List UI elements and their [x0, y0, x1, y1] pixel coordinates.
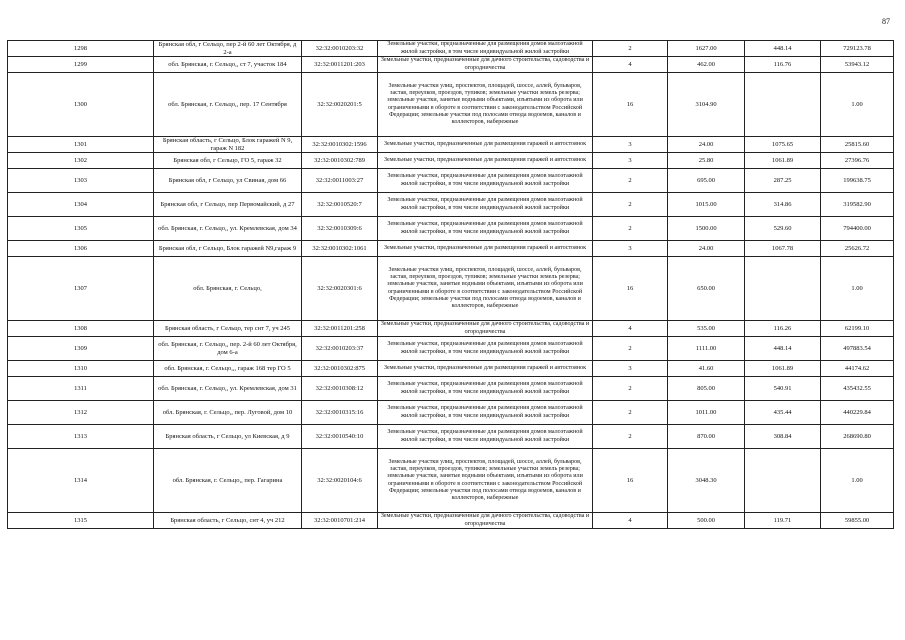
- specific-value-cell: 1061.89: [745, 361, 821, 377]
- row-number-cell: 1309: [8, 337, 154, 361]
- land-use-description-cell: Земельные участки, предназначенные для размещения гаражей и автостоянок: [378, 137, 593, 153]
- cadastral-number-cell: 32:32:0010302:875: [302, 361, 378, 377]
- land-use-group-cell: 16: [593, 449, 668, 513]
- table-row: [8, 41, 894, 57]
- address-cell: обл. Брянская, г. Сельцо,: [154, 257, 302, 321]
- specific-value-cell: 119.71: [745, 513, 821, 529]
- cadastral-value-cell: 199638.75: [821, 169, 894, 193]
- address-cell: Брянская обл, г Сельцо, пер 2-й 60 лет Октября, д 2-а: [154, 41, 302, 57]
- table-row: [8, 153, 894, 169]
- row-number-cell: 1312: [8, 401, 154, 425]
- row-number-cell: 1301: [8, 137, 154, 153]
- row-number-cell: 1314: [8, 449, 154, 513]
- table-row: [8, 57, 894, 73]
- cadastral-number-cell: 32:32:0010540:10: [302, 425, 378, 449]
- land-use-description-cell: Земельные участки, предназначенные для дачного строительства, садоводства и огородничества: [378, 321, 593, 337]
- land-use-description-cell: Земельные участки, предназначенные для размещения гаражей и автостоянок: [378, 153, 593, 169]
- table-row: [8, 217, 894, 241]
- area-cell: 500.00: [668, 513, 745, 529]
- area-cell: 870.00: [668, 425, 745, 449]
- table-row: [8, 321, 894, 337]
- specific-value-cell: 529.60: [745, 217, 821, 241]
- area-cell: 1011.00: [668, 401, 745, 425]
- address-cell: обл. Брянская, г. Сельцо,, пер. Луговой, дом 10: [154, 401, 302, 425]
- area-cell: 1500.00: [668, 217, 745, 241]
- land-use-description-cell: Земельные участки, предназначенные для размещения домов малоэтажной жилой застройки, в том числе индивидуальной жилой застройки: [378, 193, 593, 217]
- row-number-cell: 1303: [8, 169, 154, 193]
- row-number-cell: 1298: [8, 41, 154, 57]
- area-cell: 535.00: [668, 321, 745, 337]
- address-cell: Брянская обл, г Сельцо, ГО 5, гараж 32: [154, 153, 302, 169]
- area-cell: 1627.00: [668, 41, 745, 57]
- land-use-description-cell: Земельные участки улиц, проспектов, площадей, шоссе, аллей, бульваров, застав, переулков, проездов, тупиков; земельные участки земель резерва; земельные участки, занятые водными объектами, изъятыми из оборота или ограниченными в обороте в соответствии с законодательством Российской Федерации; земельные участки под полосами отвода водоемов, каналов и коллекторов, набережные: [378, 449, 593, 513]
- specific-value-cell: 540.91: [745, 377, 821, 401]
- specific-value-cell: 448.14: [745, 41, 821, 57]
- specific-value-cell: 448.14: [745, 337, 821, 361]
- cadastral-value-cell: 440229.84: [821, 401, 894, 425]
- row-number-cell: 1305: [8, 217, 154, 241]
- specific-value-cell: [745, 73, 821, 137]
- area-cell: 695.00: [668, 169, 745, 193]
- address-cell: обл. Брянская, г. Сельцо,, пер. 2-й 60 лет Октября, дом 6-а: [154, 337, 302, 361]
- land-use-group-cell: 4: [593, 57, 668, 73]
- table-row: [8, 193, 894, 217]
- specific-value-cell: 314.86: [745, 193, 821, 217]
- specific-value-cell: [745, 449, 821, 513]
- land-use-description-cell: Земельные участки, предназначенные для размещения гаражей и автостоянок: [378, 241, 593, 257]
- address-cell: Брянская область, г Сельцо, ул Киевская, д 9: [154, 425, 302, 449]
- cadastral-number-cell: 32:32:0010302:1596: [302, 137, 378, 153]
- address-cell: обл. Брянская, г. Сельцо,, пер. 17 Сентября: [154, 73, 302, 137]
- land-use-group-cell: 2: [593, 337, 668, 361]
- cadastral-number-cell: 32:32:0010701:214: [302, 513, 378, 529]
- table-row: [8, 137, 894, 153]
- land-use-description-cell: Земельные участки, предназначенные для дачного строительства, садоводства и огородничества: [378, 513, 593, 529]
- cadastral-value-cell: 1.00: [821, 257, 894, 321]
- cadastral-value-table: [7, 40, 894, 529]
- specific-value-cell: 1067.78: [745, 241, 821, 257]
- table-row: [8, 361, 894, 377]
- cadastral-value-cell: 1.00: [821, 449, 894, 513]
- table-row: [8, 377, 894, 401]
- table-row: [8, 449, 894, 513]
- area-cell: 805.00: [668, 377, 745, 401]
- land-use-description-cell: Земельные участки, предназначенные для дачного строительства, садоводства и огородничества: [378, 57, 593, 73]
- row-number-cell: 1304: [8, 193, 154, 217]
- cadastral-number-cell: 32:32:0010203:32: [302, 41, 378, 57]
- table-row: [8, 513, 894, 529]
- page-number: 87: [882, 17, 890, 26]
- land-use-group-cell: 4: [593, 321, 668, 337]
- cadastral-number-cell: 32:32:0010302:789: [302, 153, 378, 169]
- row-number-cell: 1300: [8, 73, 154, 137]
- cadastral-value-cell: 25815.60: [821, 137, 894, 153]
- row-number-cell: 1308: [8, 321, 154, 337]
- area-cell: 1015.00: [668, 193, 745, 217]
- row-number-cell: 1311: [8, 377, 154, 401]
- specific-value-cell: 435.44: [745, 401, 821, 425]
- cadastral-value-cell: 729123.78: [821, 41, 894, 57]
- land-use-group-cell: 4: [593, 513, 668, 529]
- specific-value-cell: 308.84: [745, 425, 821, 449]
- table-body: [8, 41, 894, 529]
- cadastral-value-cell: 435432.55: [821, 377, 894, 401]
- cadastral-value-cell: 53943.12: [821, 57, 894, 73]
- address-cell: Брянская обл, г Сельцо, пер Первомайский, д 27: [154, 193, 302, 217]
- area-cell: 3104.90: [668, 73, 745, 137]
- address-cell: Брянская область, г Сельцо, тер снт 7, уч 245: [154, 321, 302, 337]
- cadastral-value-cell: 268690.80: [821, 425, 894, 449]
- land-use-description-cell: Земельные участки, предназначенные для размещения домов малоэтажной жилой застройки, в том числе индивидуальной жилой застройки: [378, 337, 593, 361]
- land-use-description-cell: Земельные участки, предназначенные для размещения домов малоэтажной жилой застройки, в том числе индивидуальной жилой застройки: [378, 377, 593, 401]
- land-use-description-cell: Земельные участки, предназначенные для размещения гаражей и автостоянок: [378, 361, 593, 377]
- row-number-cell: 1310: [8, 361, 154, 377]
- table-row: [8, 337, 894, 361]
- specific-value-cell: 287.25: [745, 169, 821, 193]
- land-use-group-cell: 16: [593, 73, 668, 137]
- area-cell: 24.00: [668, 241, 745, 257]
- land-use-group-cell: 3: [593, 137, 668, 153]
- cadastral-number-cell: 32:32:0010203:37: [302, 337, 378, 361]
- row-number-cell: 1306: [8, 241, 154, 257]
- area-cell: 25.80: [668, 153, 745, 169]
- cadastral-value-cell: 25626.72: [821, 241, 894, 257]
- land-use-description-cell: Земельные участки, предназначенные для размещения домов малоэтажной жилой застройки, в том числе индивидуальной жилой застройки: [378, 41, 593, 57]
- cadastral-value-cell: 27396.76: [821, 153, 894, 169]
- land-use-group-cell: 3: [593, 153, 668, 169]
- specific-value-cell: 116.76: [745, 57, 821, 73]
- row-number-cell: 1299: [8, 57, 154, 73]
- cadastral-number-cell: 32:32:0010309:6: [302, 217, 378, 241]
- address-cell: обл. Брянская, г. Сельцо,,, гараж 168 тер ГО 5: [154, 361, 302, 377]
- specific-value-cell: [745, 257, 821, 321]
- address-cell: Брянская область, г Сельцо, Блок гаражей N 9, гараж N 182: [154, 137, 302, 153]
- address-cell: Брянская область, г Сельцо, снт 4, уч 212: [154, 513, 302, 529]
- cadastral-value-cell: 497883.54: [821, 337, 894, 361]
- cadastral-number-cell: 32:32:0011003:27: [302, 169, 378, 193]
- area-cell: 24.00: [668, 137, 745, 153]
- table-row: [8, 401, 894, 425]
- address-cell: обл. Брянская, г. Сельцо,, пер. Гагарина: [154, 449, 302, 513]
- row-number-cell: 1307: [8, 257, 154, 321]
- table-row: [8, 241, 894, 257]
- cadastral-number-cell: 32:32:0010302:1061: [302, 241, 378, 257]
- address-cell: обл. Брянская, г. Сельцо,, ст 7, участок 184: [154, 57, 302, 73]
- cadastral-value-cell: 319582.90: [821, 193, 894, 217]
- land-use-description-cell: Земельные участки, предназначенные для размещения домов малоэтажной жилой застройки, в том числе индивидуальной жилой застройки: [378, 169, 593, 193]
- cadastral-value-cell: 794400.00: [821, 217, 894, 241]
- land-use-group-cell: 2: [593, 217, 668, 241]
- address-cell: Брянская обл, г Сельцо, ул Свиная, дом 66: [154, 169, 302, 193]
- row-number-cell: 1313: [8, 425, 154, 449]
- land-use-group-cell: 2: [593, 41, 668, 57]
- specific-value-cell: 116.26: [745, 321, 821, 337]
- address-cell: обл. Брянская, г. Сельцо,, ул. Кремлевская, дом 34: [154, 217, 302, 241]
- land-use-group-cell: 2: [593, 169, 668, 193]
- table-row: [8, 257, 894, 321]
- cadastral-value-cell: 1.00: [821, 73, 894, 137]
- cadastral-value-cell: 44174.62: [821, 361, 894, 377]
- land-use-group-cell: 3: [593, 361, 668, 377]
- land-use-group-cell: 2: [593, 377, 668, 401]
- table-row: [8, 73, 894, 137]
- cadastral-number-cell: 32:32:0020201:5: [302, 73, 378, 137]
- cadastral-number-cell: 32:32:0020104:6: [302, 449, 378, 513]
- table-row: [8, 425, 894, 449]
- land-use-group-cell: 2: [593, 193, 668, 217]
- area-cell: 462.00: [668, 57, 745, 73]
- land-use-description-cell: Земельные участки, предназначенные для размещения домов малоэтажной жилой застройки, в том числе индивидуальной жилой застройки: [378, 401, 593, 425]
- cadastral-value-cell: 62199.10: [821, 321, 894, 337]
- land-use-description-cell: Земельные участки, предназначенные для размещения домов малоэтажной жилой застройки, в том числе индивидуальной жилой застройки: [378, 217, 593, 241]
- land-use-group-cell: 2: [593, 425, 668, 449]
- cadastral-value-cell: 59855.00: [821, 513, 894, 529]
- table-row: [8, 169, 894, 193]
- land-use-description-cell: Земельные участки улиц, проспектов, площадей, шоссе, аллей, бульваров, застав, переулков, проездов, тупиков; земельные участки земель резерва; земельные участки, занятые водными объектами, изъятыми из оборота или ограниченными в обороте в соответствии с законодательством Российской Федерации; земельные участки под полосами отвода водоемов, каналов и коллекторов, набережные: [378, 73, 593, 137]
- cadastral-number-cell: 32:32:0011201:203: [302, 57, 378, 73]
- cadastral-number-cell: 32:32:0011201:258: [302, 321, 378, 337]
- row-number-cell: 1315: [8, 513, 154, 529]
- land-use-description-cell: Земельные участки улиц, проспектов, площадей, шоссе, аллей, бульваров, застав, переулков, проездов, тупиков; земельные участки земель резерва; земельные участки, занятые водными объектами, изъятыми из оборота или ограниченными в обороте в соответствии с законодательством Российской Федерации; земельные участки под полосами отвода водоемов, каналов и коллекторов, набережные: [378, 257, 593, 321]
- row-number-cell: 1302: [8, 153, 154, 169]
- cadastral-number-cell: 32:32:0010308:12: [302, 377, 378, 401]
- area-cell: 1111.00: [668, 337, 745, 361]
- land-use-group-cell: 3: [593, 241, 668, 257]
- cadastral-number-cell: 32:32:0010315:16: [302, 401, 378, 425]
- specific-value-cell: 1075.65: [745, 137, 821, 153]
- area-cell: 3048.30: [668, 449, 745, 513]
- land-use-description-cell: Земельные участки, предназначенные для размещения домов малоэтажной жилой застройки, в том числе индивидуальной жилой застройки: [378, 425, 593, 449]
- land-use-group-cell: 16: [593, 257, 668, 321]
- land-use-group-cell: 2: [593, 401, 668, 425]
- area-cell: 41.60: [668, 361, 745, 377]
- address-cell: обл. Брянская, г. Сельцо,, ул. Кремлевская, дом 31: [154, 377, 302, 401]
- cadastral-number-cell: 32:32:0010520:7: [302, 193, 378, 217]
- cadastral-number-cell: 32:32:0020301:6: [302, 257, 378, 321]
- address-cell: Брянская обл, г Сельцо, Блок гаражей N9,гараж 9: [154, 241, 302, 257]
- area-cell: 650.00: [668, 257, 745, 321]
- specific-value-cell: 1061.89: [745, 153, 821, 169]
